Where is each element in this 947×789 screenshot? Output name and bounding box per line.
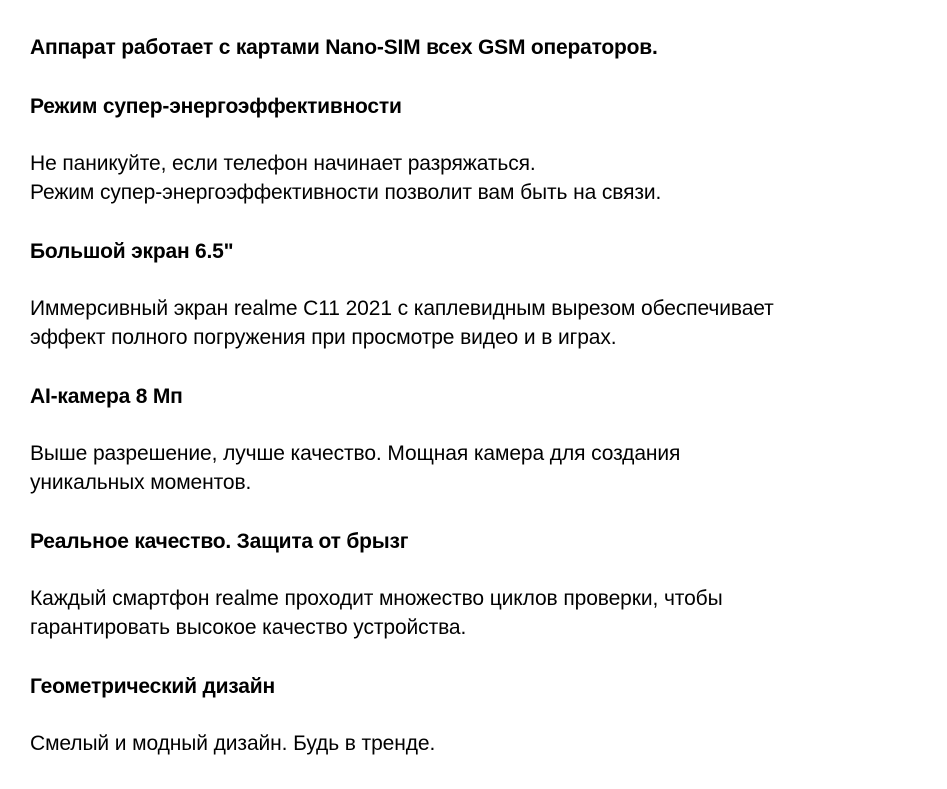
section-heading: AI-камера 8 Мп [30,385,183,408]
section-heading: Геометрический дизайн [30,675,275,698]
section-text [30,439,919,497]
spacer [30,556,919,584]
text-line: Режим супер-энергоэффективности позволит вам быть на связи. [30,181,662,204]
section-ai-camera [30,382,919,497]
text-line: эффект полного погружения при просмотре видео и в играх. [30,326,617,349]
spacer [30,701,919,729]
section-text [30,294,919,352]
text-line: Выше разрешение, лучше качество. Мощная камера для создания [30,442,681,465]
section-heading: Большой экран 6.5" [30,240,234,263]
spacer [30,352,919,382]
text-line: Иммерсивный экран realme C11 2021 с каплевидным вырезом обеспечивает [30,297,774,320]
section-text [30,149,919,207]
section-large-screen [30,237,919,352]
text-line: Смелый и модный дизайн. Будь в тренде. [30,732,436,755]
section-heading: Реальное качество. Защита от брызг [30,530,409,553]
section-quality [30,527,919,642]
spacer [30,207,919,237]
section-text [30,584,919,642]
spacer [30,121,919,149]
section-power-saving [30,92,919,207]
intro-text: Аппарат работает с картами Nano-SIM всех GSM операторов. [30,36,658,59]
spacer [30,411,919,439]
section-heading: Режим супер-энергоэффективности [30,95,402,118]
text-line: уникальных моментов. [30,471,252,494]
spacer [30,266,919,294]
section-text [30,729,919,758]
text-line: гарантировать высокое качество устройства. [30,616,467,639]
text-line: Не паникуйте, если телефон начинает разряжаться. [30,152,536,175]
spacer [30,62,919,92]
spacer [30,497,919,527]
spacer [30,642,919,672]
section-design [30,672,919,758]
text-line: Каждый смартфон realme проходит множество циклов проверки, чтобы [30,587,723,610]
